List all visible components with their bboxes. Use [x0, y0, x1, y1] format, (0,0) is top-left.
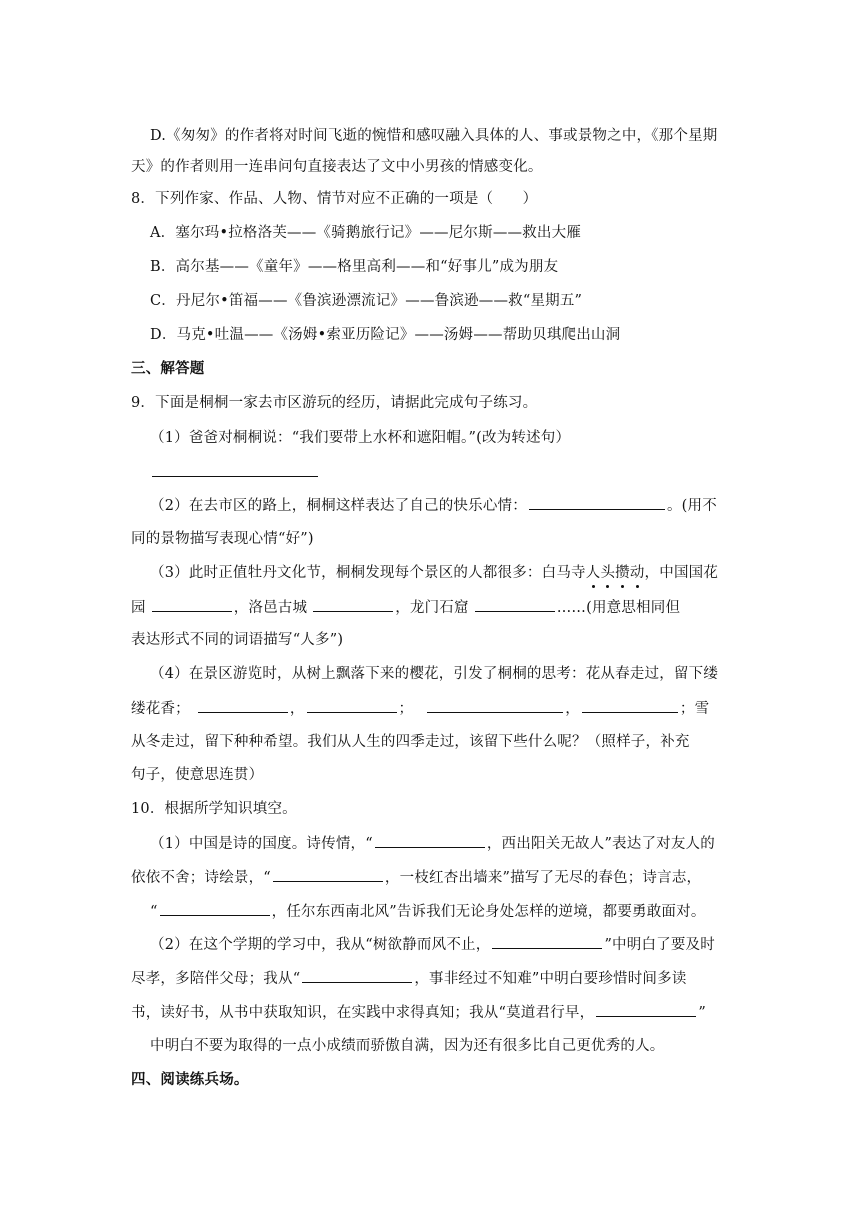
q10-part2-text-a: （2）在这个学期的学习中，我从“树欲静而风不止， [150, 937, 491, 953]
q10-part2-text-e: 书，读好书，从书中获取知识，在实践中求得真知；我从“莫道君行早， [131, 1005, 595, 1021]
q8-stem: 8．下列作家、作品、人物、情节对应不正确的一项是（ ） [131, 191, 538, 207]
q9-part3-city-blank[interactable] [313, 597, 393, 612]
q7-option-d-line1: D.《匆匆》的作者将对时间飞逝的惋惜和感叹融入具体的人、事或景物之中，《那个星期 [150, 128, 718, 144]
emphasis-dot-char: 人 [585, 565, 601, 581]
q10-part1-text-e: “ [150, 904, 158, 920]
q9-part3-garden-label: 园 [131, 600, 146, 616]
q10-part1-blank-2[interactable] [273, 867, 383, 882]
q9-part2-answer-blank[interactable] [529, 495, 665, 510]
emphasis-dot-char: 头 [600, 565, 616, 581]
q10-part1-text-d: ，一枝红杏出墙来”描写了无尽的春色；诗言志， [384, 870, 702, 886]
q10-stem: 10．根据所学知识填空。 [131, 801, 297, 817]
q9-part2-text-b: 。(用不 [666, 498, 717, 514]
q9-part4-blank-2[interactable] [307, 698, 397, 713]
q10-part1-text-a: （1）中国是诗的国度。诗传情，“ [150, 836, 373, 852]
q9-part3-text-a: （3）此时正值牡丹文化节，桐桐发现每个景区的人都很多：白马寺 [150, 565, 586, 581]
section-3-heading: 三、解答题 [131, 361, 205, 377]
q10-part1-text-f: ，任尔东西南北风”告诉我们无论身处怎样的逆境，都要勇敢面对。 [271, 904, 706, 920]
q10-part1-blank-1[interactable] [375, 833, 485, 848]
q10-part1-text-c: 依依不舍；诗绘景，“ [131, 870, 271, 886]
q10-part2-blank-3[interactable] [596, 1002, 696, 1017]
q10-part2-line3 [131, 1002, 706, 1023]
section-4-heading: 四、阅读练兵场。 [131, 1072, 249, 1088]
q9-part2-line1 [150, 495, 717, 516]
q9-part3-line1 [150, 563, 718, 583]
q10-part1-line3 [150, 901, 706, 922]
q10-part2-line2 [131, 968, 687, 989]
q8-option-c: C．丹尼尔•笛福——《鲁滨逊漂流记》——鲁滨逊——救“星期五” [150, 293, 583, 309]
q9-part4-text-d: ， [565, 701, 580, 717]
q10-part2-text-b: ”中明白了要及时 [604, 937, 715, 953]
q9-part2-line2: 同的景物描写表现心情“好”) [131, 531, 314, 547]
q8-option-a: A．塞尔玛•拉格洛芙——《骑鹅旅行记》——尼尔斯——救出大雁 [150, 225, 582, 241]
q10-part2-text-d: ，事非经过不知难”中明白要珍惜时间多读 [414, 971, 687, 987]
q9-part4-line3: 从冬走过，留下种种希望。我们从人生的四季走过，该留下些什么呢？（照样子，补充 [131, 734, 690, 750]
q10-part2-line1 [150, 934, 715, 955]
q9-part3-text-d: ……(用意思相同但 [556, 600, 681, 616]
q9-part1: （1）爸爸对桐桐说：“我们要带上水杯和遮阳帽。”(改为转述句） [150, 430, 571, 446]
q9-part4-blank-1[interactable] [198, 698, 288, 713]
q10-part1-line1 [150, 833, 715, 854]
q8-option-b: B．高尔基——《童年》——格里高利——和“好事儿”成为朋友 [150, 259, 559, 275]
q9-part3-garden-blank[interactable] [152, 597, 232, 612]
q7-option-d-line2: 天》的作者则用一连串问句直接表达了文中小男孩的情感变化。 [131, 159, 543, 175]
emphasis-dot-char: 动 [629, 565, 645, 581]
q10-part2-text-f: ” [698, 1005, 706, 1021]
q9-part3-line3: 表达形式不同的词语描写“人多”) [131, 632, 344, 648]
q10-part2-line4: 中明白不要为取得的一点小成绩而骄傲自满，因为还有很多比自己更优秀的人。 [150, 1038, 665, 1054]
emphasis-dot-char: 攒 [615, 565, 630, 581]
q9-part3-dotted-word [586, 565, 645, 581]
q9-part3-grotto-label: ，龙门石窟 [395, 600, 469, 616]
q9-stem: 9．下面是桐桐一家去市区游玩的经历，请据此完成句子练习。 [131, 395, 538, 411]
q9-part3-grotto-blank[interactable] [475, 597, 555, 612]
q9-part3-city-label: ，洛邑古城 [233, 600, 308, 616]
q9-part4-text-e: ；雪 [679, 701, 710, 717]
q10-part1-line2 [131, 867, 701, 888]
q9-part4-line1: （4）在景区游览时，从树上飘落下来的樱花，引发了桐桐的思考：花从春走过，留下缕 [150, 666, 719, 682]
q9-part4-text-a: 缕花香； [131, 701, 190, 717]
q10-part1-blank-3[interactable] [160, 901, 270, 916]
q10-part2-blank-1[interactable] [492, 934, 602, 949]
q9-part3-line2 [131, 597, 680, 618]
q9-part3-text-b: ，中国国花 [644, 565, 719, 581]
q10-part1-text-b: ，西出阳关无故人”表达了对友人的 [486, 836, 715, 852]
q10-part2-text-c: 尽孝，多陪伴父母；我从“ [131, 971, 301, 987]
q9-part4-line2 [131, 698, 709, 719]
q9-part4-text-b: ， [289, 701, 305, 717]
q9-part2-text-a: （2）在去市区的路上，桐桐这样表达了自己的快乐心情： [150, 498, 527, 514]
q10-part2-blank-2[interactable] [302, 968, 412, 983]
q9-part4-line4: 句子，使意思连贯） [131, 767, 264, 783]
q9-part4-blank-4[interactable] [582, 698, 678, 713]
q9-part1-answer-blank[interactable] [152, 462, 318, 477]
q9-part4-text-c: ； [398, 701, 414, 717]
q9-part4-blank-3[interactable] [427, 698, 563, 713]
q8-option-d: D．马克•吐温——《汤姆•索亚历险记》——汤姆——帮助贝琪爬出山洞 [150, 327, 621, 343]
